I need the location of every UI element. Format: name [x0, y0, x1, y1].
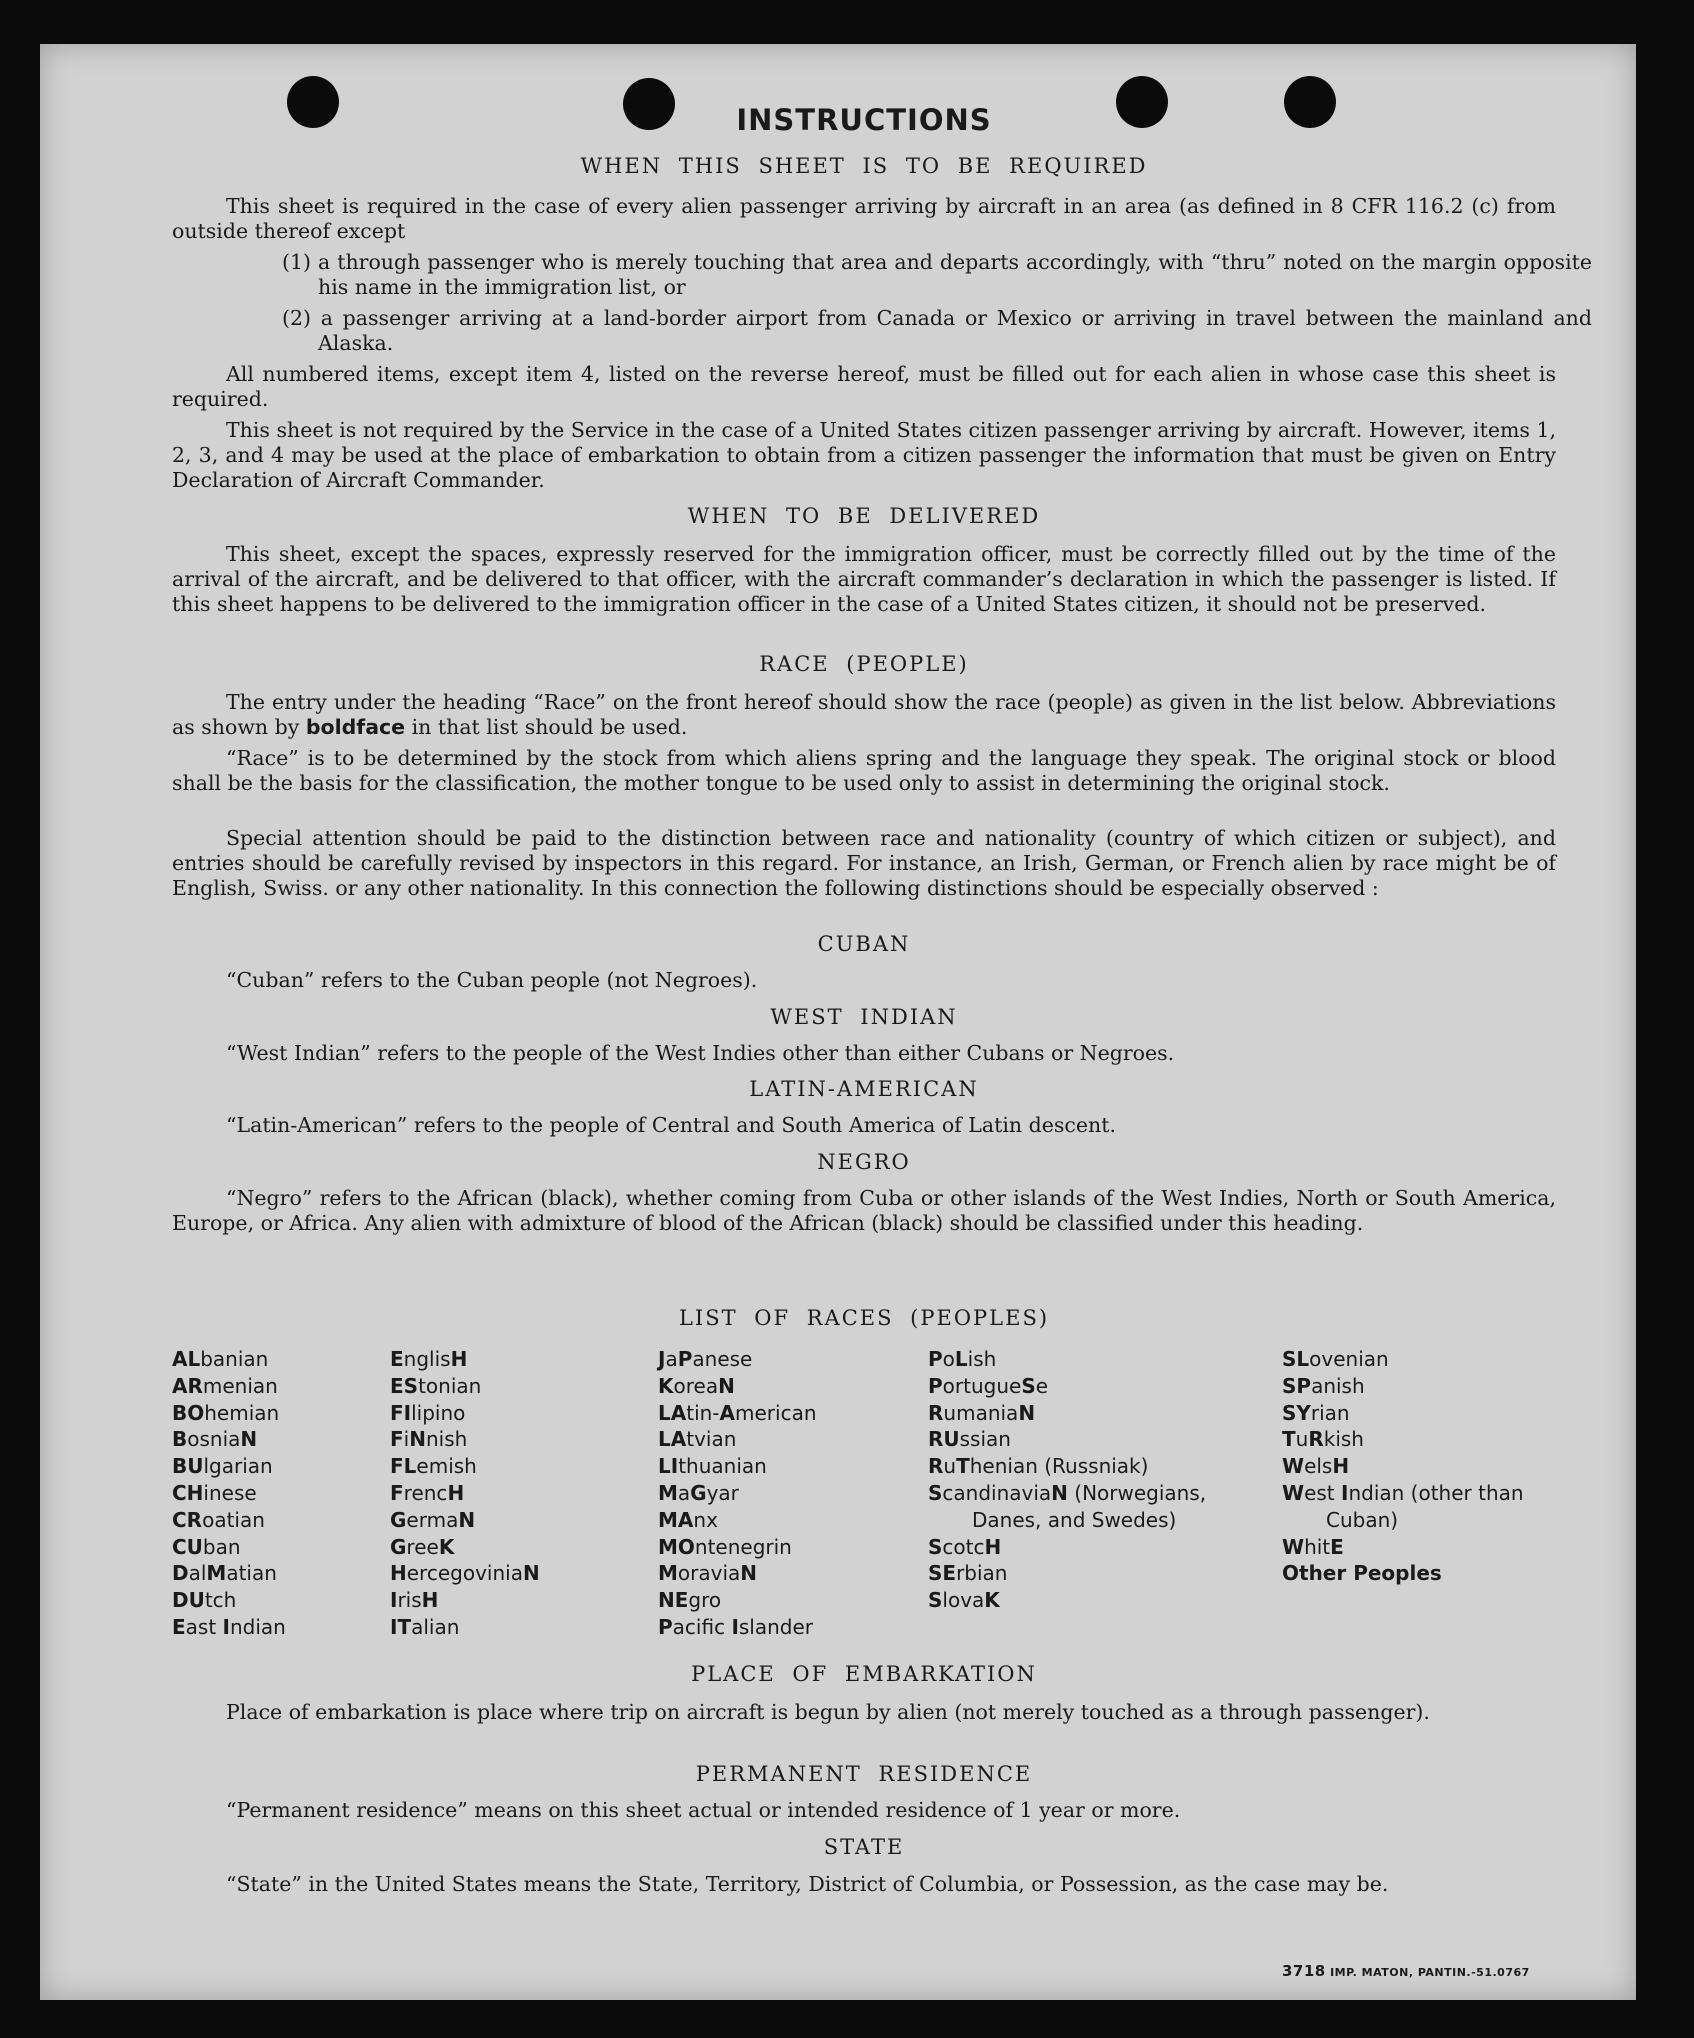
race-name-part: ast	[185, 1614, 223, 1639]
race-name-part: e	[1035, 1373, 1049, 1398]
race-abbreviation: N	[409, 1427, 426, 1452]
race-name-part: erma	[406, 1507, 459, 1532]
race-name-part: o	[942, 1347, 955, 1371]
race-abbreviation: K	[438, 1534, 455, 1559]
race-name-part: alian	[411, 1614, 460, 1639]
race-entry	[390, 1480, 620, 1507]
race-name-part: orea	[673, 1373, 719, 1398]
race-name-part: thuanian	[678, 1454, 767, 1479]
race-name-part: ssian	[959, 1427, 1011, 1452]
race-abbreviation: AL	[172, 1347, 201, 1371]
race-abbreviation: DU	[172, 1588, 205, 1613]
race-abbreviation: G	[390, 1534, 407, 1559]
race-name-part: atian	[226, 1561, 277, 1586]
race-abbreviation: K	[658, 1373, 674, 1398]
race-abbreviation: N	[740, 1561, 758, 1586]
race-abbreviation: N	[240, 1427, 258, 1452]
race-name-part: oatian	[202, 1507, 265, 1532]
race-abbreviation: G	[690, 1480, 707, 1505]
race-name-part: tin-	[686, 1400, 720, 1425]
race-abbreviation: SY	[1282, 1400, 1311, 1425]
race-abbreviation: L	[954, 1347, 968, 1371]
race-abbreviation: CU	[172, 1534, 203, 1559]
race-entry	[390, 1507, 620, 1534]
race-entry	[658, 1560, 888, 1587]
race-abbreviation: A	[719, 1400, 736, 1425]
race-abbreviation: LI	[658, 1454, 679, 1479]
race-abbreviation: H	[447, 1480, 465, 1505]
paragraph-delivery: This sheet, except the spaces, expressly reserved for the immigration officer, must be correctly filled out by the time of the arrival of the aircraft, and be delivered to that officer, with the aircraft commander’s declaration in which the passenger is listed. If this sheet happens to be delivered to the immigration officer in the case of a United States citizen, it should not be preserved.	[172, 542, 1556, 616]
race-name-part: rian	[1310, 1400, 1350, 1425]
race-abbreviation: H	[421, 1588, 439, 1613]
race-column	[1282, 1346, 1556, 1587]
paragraph-required-intro: This sheet is required in the case of every alien passenger arriving by aircraft in an area (as defined in 8 CFR 116.2 (c) from outside thereof except	[172, 194, 1556, 243]
text-cuban: “Cuban” refers to the Cuban people (not Negroes).	[226, 968, 758, 992]
race-entry	[390, 1587, 620, 1614]
race-abbreviation: E	[172, 1614, 186, 1639]
race-entry	[390, 1400, 620, 1427]
race-abbreviation: R	[928, 1454, 944, 1479]
race-name-part: ndian	[230, 1614, 286, 1639]
race-name-part: emish	[416, 1454, 477, 1479]
paragraph-numbered-items: All numbered items, except item 4, listed on the reverse hereof, must be filled out for each alien in whose case this sheet is required.	[172, 362, 1556, 411]
race-entry	[172, 1346, 372, 1373]
race-name-part: menian	[202, 1373, 278, 1398]
race-entry	[928, 1534, 1208, 1561]
race-abbreviation: SP	[1282, 1373, 1312, 1398]
race-abbreviation: H	[390, 1561, 407, 1586]
text-state: “State” in the United States means the State, Territory, District of Columbia, or Possession, as the case may be.	[226, 1872, 1389, 1896]
race-abbreviation: IT	[390, 1614, 412, 1639]
text-latin-american: “Latin-American” refers to the people of Central and South America of Latin descent.	[226, 1113, 1116, 1137]
heading-embarkation: PLACE OF EMBARKATION	[691, 1662, 1037, 1686]
race-entry	[928, 1346, 1208, 1373]
race-abbreviation: ES	[390, 1373, 419, 1398]
paragraph-race-entry: The entry under the heading “Race” on the front hereof should show the race (people) as given in the list below. Abbreviations as shown by boldface in that list should be used.	[172, 690, 1556, 739]
race-entry	[172, 1560, 372, 1587]
race-name-part: lgarian	[203, 1454, 273, 1479]
heading-when-required: WHEN THIS SHEET IS TO BE REQUIRED	[580, 154, 1148, 178]
race-abbreviation: N	[718, 1373, 735, 1398]
race-abbreviation: F	[390, 1480, 404, 1505]
race-entry	[390, 1426, 620, 1453]
print-footer	[1282, 1962, 1530, 1980]
race-abbreviation: P	[928, 1347, 943, 1371]
race-abbreviation: H	[1332, 1454, 1350, 1479]
race-abbreviation: M	[206, 1561, 227, 1586]
race-abbreviation: F	[390, 1427, 404, 1452]
race-name-part: ish	[967, 1347, 997, 1371]
race-abbreviation: S	[928, 1588, 943, 1613]
race-entry	[658, 1587, 888, 1614]
race-name-part: tvian	[686, 1427, 737, 1452]
race-entry	[172, 1534, 372, 1561]
race-column	[658, 1346, 888, 1641]
race-abbreviation: S	[1021, 1373, 1036, 1398]
race-abbreviation: H	[984, 1534, 1002, 1559]
race-entry	[390, 1373, 620, 1400]
race-abbreviation: AR	[172, 1373, 203, 1398]
heading-negro: NEGRO	[817, 1150, 911, 1174]
race-abbreviation: M	[658, 1480, 678, 1505]
race-entry	[928, 1373, 1208, 1400]
race-name-part: ovenian	[1309, 1347, 1389, 1371]
race-list	[172, 1346, 1556, 1646]
race-name-part: u	[943, 1454, 957, 1479]
race-entry	[658, 1614, 888, 1641]
race-abbreviation: J	[658, 1347, 666, 1371]
race-column	[390, 1346, 620, 1641]
race-entry	[172, 1587, 372, 1614]
race-abbreviation: E	[390, 1347, 404, 1371]
document-sheet	[40, 44, 1636, 2000]
race-abbreviation: N	[458, 1507, 476, 1532]
race-entry	[390, 1614, 620, 1641]
race-abbreviation: I	[390, 1588, 398, 1613]
race-name-part: cotc	[942, 1534, 985, 1559]
race-abbreviation: NE	[658, 1588, 689, 1613]
race-abbreviation: M	[658, 1561, 678, 1586]
race-entry	[658, 1453, 888, 1480]
race-entry	[172, 1507, 372, 1534]
race-abbreviation: D	[172, 1561, 189, 1586]
race-abbreviation: I	[731, 1614, 739, 1639]
race-abbreviation: FI	[390, 1400, 412, 1425]
race-abbreviation: P	[677, 1347, 693, 1371]
race-name-part: umania	[943, 1400, 1019, 1425]
race-name-part: i	[403, 1427, 410, 1452]
race-entry	[658, 1426, 888, 1453]
race-abbreviation: N	[1051, 1480, 1068, 1505]
race-abbreviation: W	[1282, 1480, 1305, 1505]
heading-when-delivered: WHEN TO BE DELIVERED	[687, 504, 1041, 528]
race-entry	[928, 1400, 1208, 1427]
printer-imprint: IMP. MATON, PANTIN.-51.0767	[1330, 1966, 1530, 1979]
race-entry	[928, 1480, 1208, 1534]
document-title: INSTRUCTIONS	[736, 103, 992, 137]
race-abbreviation: P	[928, 1373, 943, 1398]
race-entry	[928, 1453, 1208, 1480]
race-name-part: lova	[942, 1588, 985, 1613]
race-abbreviation: CH	[172, 1480, 204, 1505]
race-abbreviation: BO	[172, 1400, 205, 1425]
paragraph-negro: “Negro” refers to the African (black), whether coming from Cuba or other islands of the West Indies, North or South America, Europe, or Africa. Any alien with admixture of blood of the African (black) should be classified under this heading.	[172, 1186, 1556, 1235]
race-entry	[1282, 1453, 1556, 1480]
race-name-part: lipino	[411, 1400, 466, 1425]
race-name-part: gro	[688, 1588, 722, 1613]
race-abbreviation: H	[450, 1347, 468, 1371]
exception-item-1: (1) a through passenger who is merely touching that area and departs accordingly, with “thru” noted on the margin opposite his name in the immigration list, or	[282, 250, 1592, 299]
race-abbreviation: W	[1282, 1454, 1305, 1479]
race-entry	[1282, 1426, 1556, 1453]
race-abbreviation: E	[1330, 1534, 1344, 1559]
race-name-part: nish	[425, 1427, 468, 1452]
race-abbreviation: W	[1282, 1534, 1305, 1559]
race-name-part: oravia	[677, 1561, 741, 1586]
race-name-part: banian	[200, 1347, 269, 1371]
race-abbreviation: S	[928, 1534, 943, 1559]
race-name-part: anese	[692, 1347, 753, 1371]
race-name-part: nx	[693, 1507, 718, 1532]
race-entry	[928, 1426, 1208, 1453]
race-name-part: slander	[738, 1614, 814, 1639]
race-name-part: tonian	[418, 1373, 482, 1398]
race-entry	[928, 1560, 1208, 1587]
race-entry	[1282, 1534, 1556, 1561]
race-name-part: tch	[204, 1588, 237, 1613]
race-name-part: ercegovinia	[406, 1561, 523, 1586]
exception-item-2: (2) a passenger arriving at a land-border airport from Canada or Mexico or arriving in travel between the mainland and Alaska.	[282, 306, 1592, 355]
paragraph-race-stock: “Race” is to be determined by the stock from which aliens spring and the language they speak. The original stock or blood shall be the basis for the classification, the mother tongue to be used only to assist in determining the original stock.	[172, 746, 1556, 795]
race-entry	[172, 1400, 372, 1427]
race-entry	[658, 1346, 888, 1373]
race-column	[928, 1346, 1208, 1614]
race-abbreviation: FL	[390, 1454, 417, 1479]
race-name-part: renc	[403, 1480, 448, 1505]
race-abbreviation: N	[522, 1561, 540, 1586]
race-entry	[172, 1480, 372, 1507]
race-name-part: anish	[1311, 1373, 1365, 1398]
paragraph-citizen-note: This sheet is not required by the Service in the case of a United States citizen passenger arriving by aircraft. However, items 1, 2, 3, and 4 may be used at the place of embarkation to obtain from a citizen passenger the information that must be given on Entry Declaration of Aircraft Commander.	[172, 418, 1556, 492]
race-abbreviation: CR	[172, 1507, 203, 1532]
race-name-part: nglis	[403, 1347, 451, 1371]
race-name-part: u	[1295, 1427, 1309, 1452]
race-entry	[390, 1453, 620, 1480]
race-abbreviation: I	[1341, 1480, 1349, 1505]
heading-permanent-residence: PERMANENT RESIDENCE	[695, 1762, 1033, 1786]
form-number: 3718	[1282, 1962, 1326, 1980]
race-abbreviation: SL	[1282, 1347, 1310, 1371]
race-abbreviation: LA	[658, 1427, 687, 1452]
paragraph-race-nationality: Special attention should be paid to the distinction between race and nationality (country of which citizen or subject), and entries should be carefully revised by inspectors in this regard. For instance, an Irish, German, or French alien by race might be of English, Swiss. or any other nationality. In this connection the following distinctions should be especially observed :	[172, 826, 1556, 900]
race-abbreviation: RU	[928, 1427, 960, 1452]
race-entry	[1282, 1346, 1556, 1373]
race-entry	[1282, 1373, 1556, 1400]
race-name-part: a	[677, 1480, 691, 1505]
race-abbreviation: SE	[928, 1561, 957, 1586]
race-entry	[658, 1400, 888, 1427]
race-entry	[1282, 1480, 1556, 1534]
race-abbreviation: G	[390, 1507, 407, 1532]
heading-cuban: CUBAN	[817, 932, 911, 956]
race-entry	[172, 1426, 372, 1453]
race-entry	[658, 1507, 888, 1534]
race-name-part: rbian	[956, 1561, 1008, 1586]
race-name-part: inese	[203, 1480, 257, 1505]
race-name-part: ortugue	[942, 1373, 1022, 1398]
race-name-part: els	[1304, 1454, 1333, 1479]
race-name-part: yar	[706, 1480, 739, 1505]
race-name-part: ree	[406, 1534, 439, 1559]
race-entry	[658, 1534, 888, 1561]
heading-west-indian: WEST INDIAN	[770, 1005, 958, 1029]
race-name-part: acific	[672, 1614, 732, 1639]
race-entry	[390, 1560, 620, 1587]
race-name-part: henian (Russniak)	[969, 1454, 1149, 1479]
heading-race: RACE (PEOPLE)	[759, 652, 969, 676]
race-abbreviation: S	[928, 1480, 943, 1505]
race-abbreviation: R	[1308, 1427, 1324, 1452]
race-name-part: (Norwegians, Danes, and Swedes)	[972, 1480, 1207, 1532]
race-name-part: hit	[1304, 1534, 1331, 1559]
race-name-part: merican	[735, 1400, 817, 1425]
race-name-part: hemian	[204, 1400, 280, 1425]
race-abbreviation: I	[222, 1614, 230, 1639]
race-entry	[172, 1373, 372, 1400]
race-name-part: ndian (other than Cuban)	[1326, 1480, 1524, 1532]
race-abbreviation: K	[984, 1588, 1000, 1613]
heading-state: STATE	[823, 1835, 905, 1859]
race-abbreviation: T	[956, 1454, 970, 1479]
race-name-part: a	[665, 1347, 678, 1371]
race-abbreviation: MA	[658, 1507, 694, 1532]
race-abbreviation: BU	[172, 1454, 204, 1479]
heading-list-of-races: LIST OF RACES (PEOPLES)	[678, 1306, 1050, 1330]
race-entry	[172, 1614, 372, 1641]
text-permanent-residence: “Permanent residence” means on this sheet actual or intended residence of 1 year or more.	[226, 1798, 1181, 1822]
race-name-part: ntenegrin	[694, 1534, 792, 1559]
race-column	[172, 1346, 372, 1641]
race-name-part: est	[1304, 1480, 1341, 1505]
race-name-part: osnia	[187, 1427, 241, 1452]
paragraph-embarkation: Place of embarkation is place where trip on aircraft is begun by alien (not merely touched as a through passenger).	[226, 1700, 1430, 1724]
race-entry	[172, 1453, 372, 1480]
race-entry	[390, 1346, 620, 1373]
race-entry	[390, 1534, 620, 1561]
race-abbreviation: R	[928, 1400, 944, 1425]
race-entry	[1282, 1400, 1556, 1427]
race-name-part: ris	[397, 1588, 422, 1613]
race-entry	[1282, 1560, 1556, 1587]
text-west-indian: “West Indian” refers to the people of the West Indies other than either Cubans or Negroes.	[226, 1041, 1175, 1065]
race-abbreviation: P	[658, 1614, 673, 1639]
heading-latin-american: LATIN-AMERICAN	[749, 1077, 979, 1101]
race-abbreviation: Other Peoples	[1282, 1561, 1442, 1586]
race-abbreviation: T	[1282, 1427, 1296, 1452]
race-abbreviation: LA	[658, 1400, 687, 1425]
race-abbreviation: MO	[658, 1534, 695, 1559]
race-abbreviation: B	[172, 1427, 188, 1452]
race-entry	[658, 1480, 888, 1507]
race-name-part: candinavia	[942, 1480, 1052, 1505]
race-name-part: ban	[202, 1534, 241, 1559]
race-name-part: al	[188, 1561, 207, 1586]
race-name-part: kish	[1323, 1427, 1364, 1452]
race-abbreviation: N	[1018, 1400, 1036, 1425]
race-entry	[658, 1373, 888, 1400]
race-entry	[928, 1587, 1208, 1614]
